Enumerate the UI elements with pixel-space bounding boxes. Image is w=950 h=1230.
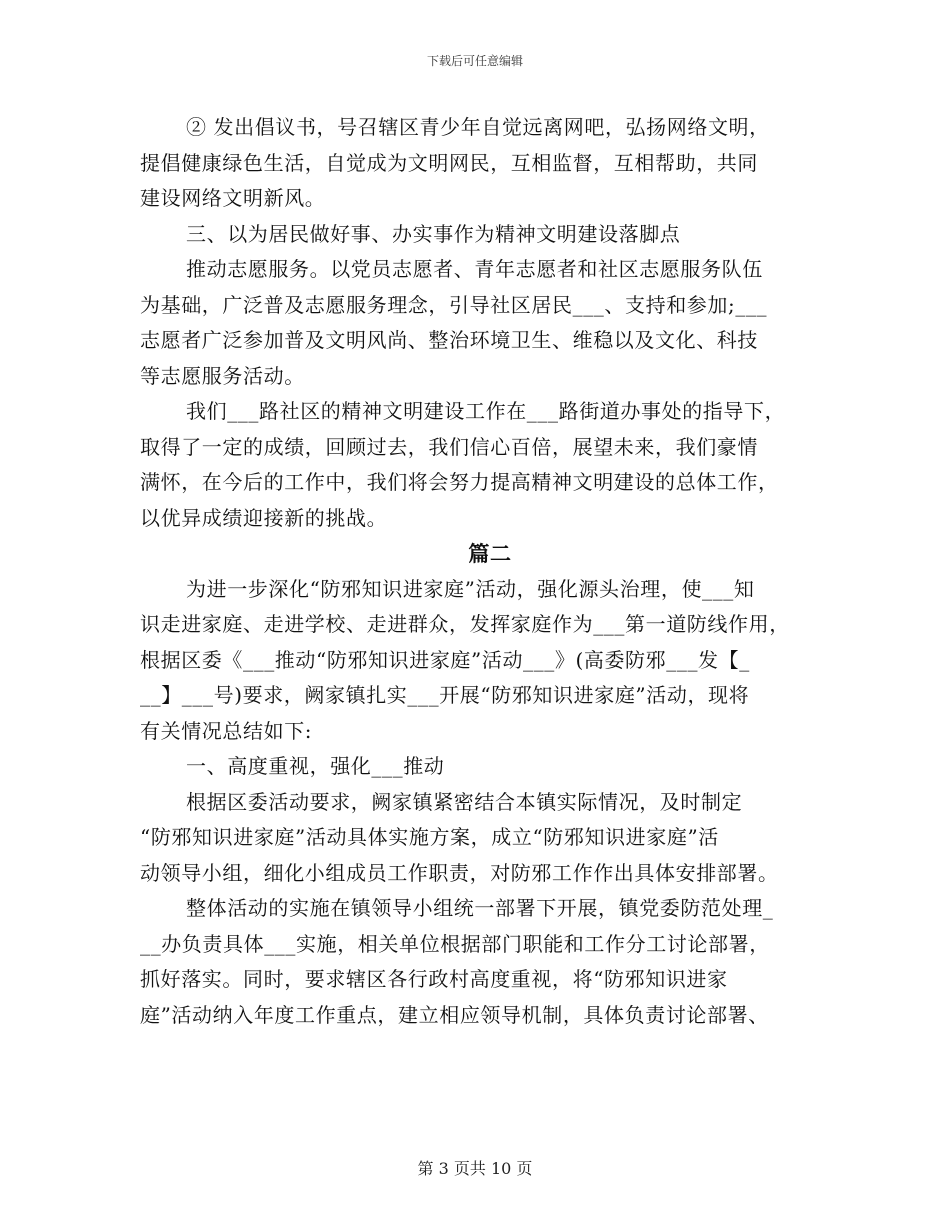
paragraph-line: 有关情况总结如下: (140, 718, 313, 743)
paragraph-line: 识走进家庭、走进学校、走进群众，发挥家庭作为___第一道防线作用， (140, 612, 790, 636)
paragraph-line: 满怀，在今后的工作中，我们将会努力提高精神文明建设的总体工作， (140, 470, 779, 494)
document-body (140, 110, 820, 1033)
paragraph-line: 建设网络文明新风。 (140, 186, 326, 210)
paragraph-line: 庭”活动纳入年度工作重点，建立相应领导机制，具体负责讨论部署、 (140, 1002, 769, 1027)
paragraph-line: 整体活动的实施在镇领导小组统一部署下开展，镇党委防范处理_ (186, 896, 774, 920)
paragraph-line: 抓好落实。同时，要求辖区各行政村高度重视，将“防邪知识进家 (140, 967, 728, 991)
paragraph-line: 动领导小组，细化小组成员工作职责，对防邪工作作出具体安排部署。 (140, 860, 779, 885)
paragraph-line: 提倡健康绿色生活，自觉成为文明网民，互相监督，互相帮助，共同 (140, 150, 758, 175)
paragraph-line: 以优异成绩迎接新的挑战。 (140, 505, 388, 530)
paragraph-line: 根据区委活动要求，阙家镇紧密结合本镇实际情况，及时制定 (186, 789, 743, 814)
section-heading: 一、高度重视，强化___推动 (186, 754, 445, 778)
paragraph-line: 等志愿服务活动。 (140, 363, 305, 388)
paragraph-line: 根据区委《___推动“防邪知识进家庭”活动___》(高委防邪___发【_ (140, 647, 750, 672)
paragraph-line: 志愿者广泛参加普及文明风尚、整治环境卫生、维稳以及文化、科技 (140, 328, 758, 352)
paragraph-line: 我们___路社区的精神文明建设工作在___路街道办事处的指导下， (186, 399, 786, 423)
paragraph-line: 为基础，广泛普及志愿服务理念，引导社区居民___、支持和参加;___ (140, 292, 768, 317)
page-header: 下载后可任意编辑 (426, 54, 523, 68)
section-heading: 三、以为居民做好事、办实事作为精神文明建设落脚点 (186, 221, 681, 246)
paragraph-line: ② 发出倡议书，号召辖区青少年自觉远离网吧，弘扬网络文明， (186, 115, 770, 139)
paragraph-line: 取得了一定的成绩，回顾过去，我们信心百倍，展望未来，我们豪情 (140, 434, 758, 459)
paragraph-line: 为进一步深化“防邪知识进家庭”活动，强化源头治理，使___知 (186, 576, 755, 601)
paragraph-line: __】___号)要求，阙家镇扎实___开展“防邪知识进家庭”活动，现将 (140, 683, 750, 707)
paragraph-line: __办负责具体___实施，相关单位根据部门职能和工作分工讨论部署， (140, 931, 770, 956)
paragraph-line: “防邪知识进家庭”活动具体实施方案，成立“防邪知识进家庭”活 (140, 825, 719, 849)
page-footer: 第 3 页共 10 页 (417, 1159, 533, 1178)
paragraph-line: 推动志愿服务。以党员志愿者、青年志愿者和社区志愿服务队伍 (186, 257, 763, 281)
chapter-title: 篇二 (468, 541, 512, 566)
